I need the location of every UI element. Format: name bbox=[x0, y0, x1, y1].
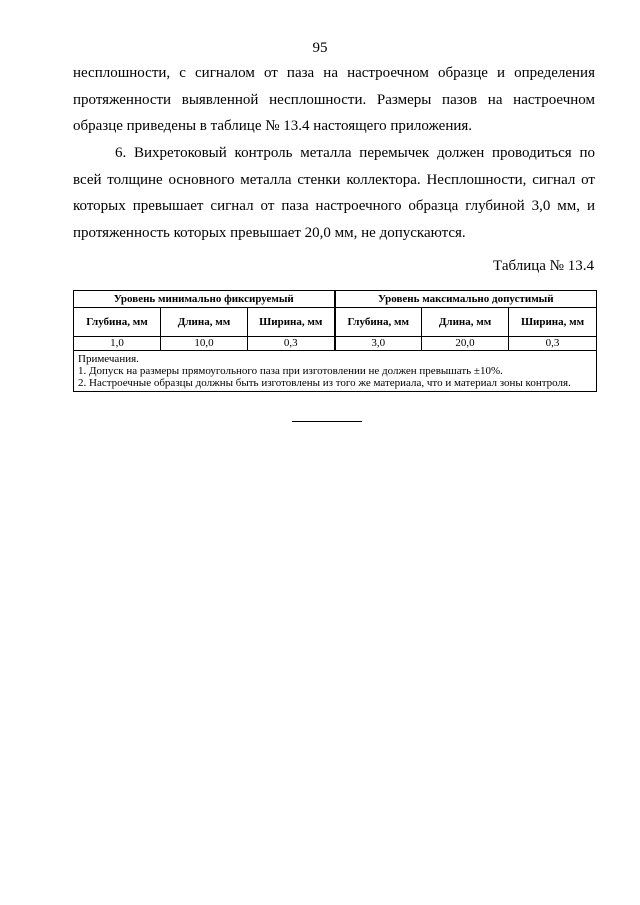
table-cell: 1,0 bbox=[74, 337, 161, 351]
group-header-max: Уровень максимально допустимый bbox=[335, 291, 597, 308]
table-cell: 0,3 bbox=[509, 337, 597, 351]
table-cell: 20,0 bbox=[422, 337, 509, 351]
slot-dimensions-table bbox=[73, 290, 597, 392]
table-notes-row bbox=[74, 351, 597, 392]
group-header-min: Уровень минимально фиксируемый bbox=[74, 291, 335, 308]
notes-heading: Примечания. bbox=[78, 353, 139, 365]
table-cell: 3,0 bbox=[335, 337, 422, 351]
table-group-header-row bbox=[74, 291, 597, 308]
table-cell: 10,0 bbox=[161, 337, 248, 351]
column-header: Ширина, мм bbox=[248, 308, 335, 337]
column-header: Глубина, мм bbox=[335, 308, 422, 337]
table-row bbox=[74, 337, 597, 351]
column-header: Длина, мм bbox=[161, 308, 248, 337]
table-notes bbox=[74, 351, 597, 392]
note-item: 2. Настроечные образцы должны быть изготовлены из того же материала, что и материал зоны контроля. bbox=[78, 377, 571, 389]
table-caption: Таблица № 13.4 bbox=[493, 258, 594, 274]
column-header: Глубина, мм bbox=[74, 308, 161, 337]
table-column-header-row bbox=[74, 308, 597, 337]
paragraph-1: несплошности, с сигналом от паза на настроечном образце и определения протяженности выявленной несплошности. Размеры пазов на настроечном образце приведены в таблице № 13.4 настоящего приложения. bbox=[73, 65, 595, 134]
note-item: 1. Допуск на размеры прямоугольного паза при изготовлении не должен превышать ±10%. bbox=[78, 365, 503, 377]
page-number: 95 bbox=[312, 40, 328, 56]
end-divider bbox=[292, 421, 362, 422]
column-header: Длина, мм bbox=[422, 308, 509, 337]
column-header: Ширина, мм bbox=[509, 308, 597, 337]
table-cell: 0,3 bbox=[248, 337, 335, 351]
paragraph-2: 6. Вихретоковый контроль металла перемычек должен проводиться по всей толщине основного металла стенки коллектора. Несплошности, сигнал от которых превышает сигнал от паза настроечного образца глубиной 3,0 мм, и протяженность которых превышает 20,0 мм, не допускаются. bbox=[73, 145, 595, 241]
